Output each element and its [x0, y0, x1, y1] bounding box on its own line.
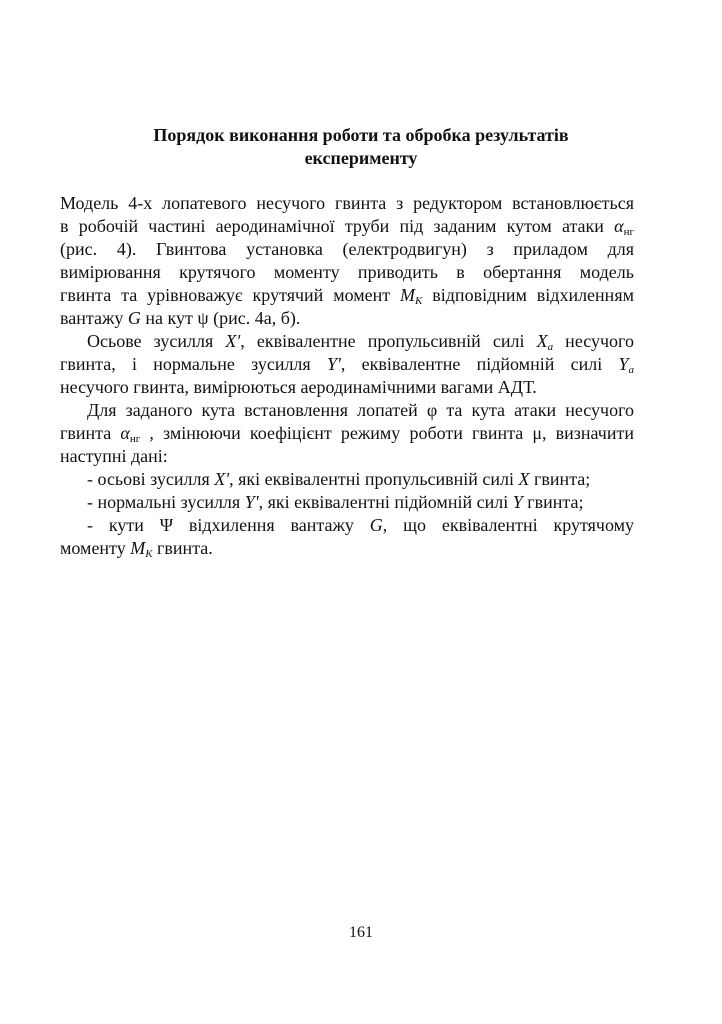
text-span: , які еквівалентні підйомній силі [258, 492, 513, 512]
ya-symbol: Y [618, 354, 629, 374]
moment-symbol: M [400, 285, 416, 305]
text-line [60, 215, 634, 238]
section-heading [60, 124, 662, 170]
text-line [60, 445, 634, 468]
text-line [60, 353, 634, 376]
text-span: , еквівалентне пропульсивній силі [240, 331, 537, 351]
text-span: (рис. 4). Гвинтова установка (електродвигун) з приладом для [60, 239, 634, 259]
text-span: в робочій частині аеродинамічної труби під заданим кутом атаки [60, 216, 615, 236]
paragraph-2 [60, 330, 634, 399]
text-span: вантажу [60, 308, 128, 328]
text-line [60, 307, 634, 330]
alpha-subscript: нг [129, 433, 141, 445]
xa-subscript: a [547, 341, 554, 353]
text-line [60, 238, 634, 261]
text-span: гвинта [60, 423, 121, 443]
text-line [60, 261, 634, 284]
text-span: гвинта; [529, 469, 591, 489]
text-span: , еквівалентне підйомній силі [340, 354, 619, 374]
text-span: - осьові зусилля [87, 469, 215, 489]
text-span: Для заданого кута встановлення лопатей φ та кута атаки несучого [87, 400, 634, 420]
body-text [60, 192, 634, 560]
text-span: гвинта. [152, 538, 213, 558]
results-list [60, 468, 634, 560]
text-line [60, 376, 634, 399]
y-prime-symbol: Y' [244, 492, 259, 512]
alpha-symbol: α [120, 423, 130, 443]
weight-symbol: G [127, 308, 141, 328]
list-item [60, 514, 634, 537]
text-span: наступні дані: [60, 446, 168, 466]
list-item [60, 491, 634, 514]
text-line [60, 330, 634, 353]
text-span: Осьове зусилля [87, 331, 226, 351]
xa-symbol: X [536, 331, 548, 351]
list-item [60, 468, 634, 491]
x-symbol: X [518, 469, 530, 489]
text-span: відповідним відхиленням [422, 285, 634, 305]
alpha-subscript: нг [623, 226, 634, 238]
text-line [60, 422, 634, 445]
text-span: гвинта, і нормальне зусилля [60, 354, 327, 374]
text-span: , змінюючи коефіцієнт режиму роботи гвинта μ, визначити [140, 423, 634, 443]
text-span: гвинта та урівноважує крутячий момент [60, 285, 401, 305]
y-symbol: Y [512, 492, 523, 512]
moment-symbol: M [130, 538, 146, 558]
paragraph-3 [60, 399, 634, 468]
page-number: 161 [349, 924, 373, 941]
list-item-continuation [60, 537, 634, 560]
heading-line-1: Порядок виконання роботи та обробка результатів [153, 125, 569, 145]
text-span: гвинта; [522, 492, 584, 512]
text-span: вимірювання крутячого моменту приводить в обертання модель [60, 262, 634, 282]
y-prime-symbol: Y' [326, 354, 341, 374]
text-span: несучого [553, 331, 634, 351]
alpha-symbol: α [614, 216, 624, 236]
text-span: - нормальні зусилля [87, 492, 245, 512]
moment-subscript: K [145, 548, 153, 560]
text-span: , які еквівалентні пропульсивній силі [229, 469, 519, 489]
text-line [60, 399, 634, 422]
text-span: моменту [60, 538, 131, 558]
x-prime-symbol: X' [225, 331, 241, 351]
ya-subscript: a [628, 364, 634, 376]
moment-subscript: K [415, 295, 423, 307]
paragraph-1 [60, 192, 634, 330]
text-span: несучого гвинта, вимірюються аеродинамічними вагами АДТ. [60, 377, 537, 397]
text-span: , що еквівалентні крутячому [382, 515, 635, 535]
weight-symbol: G [369, 515, 383, 535]
text-span: - кути Ψ відхилення вантажу [87, 515, 370, 535]
text-line [60, 284, 634, 307]
text-line [60, 192, 634, 215]
text-span: Модель 4-х лопатевого несучого гвинта з редуктором встановлюється [60, 193, 634, 213]
x-prime-symbol: X' [214, 469, 230, 489]
heading-line-2: експерименту [304, 148, 418, 168]
text-span: на кут ψ (рис. 4а, б). [140, 308, 301, 328]
